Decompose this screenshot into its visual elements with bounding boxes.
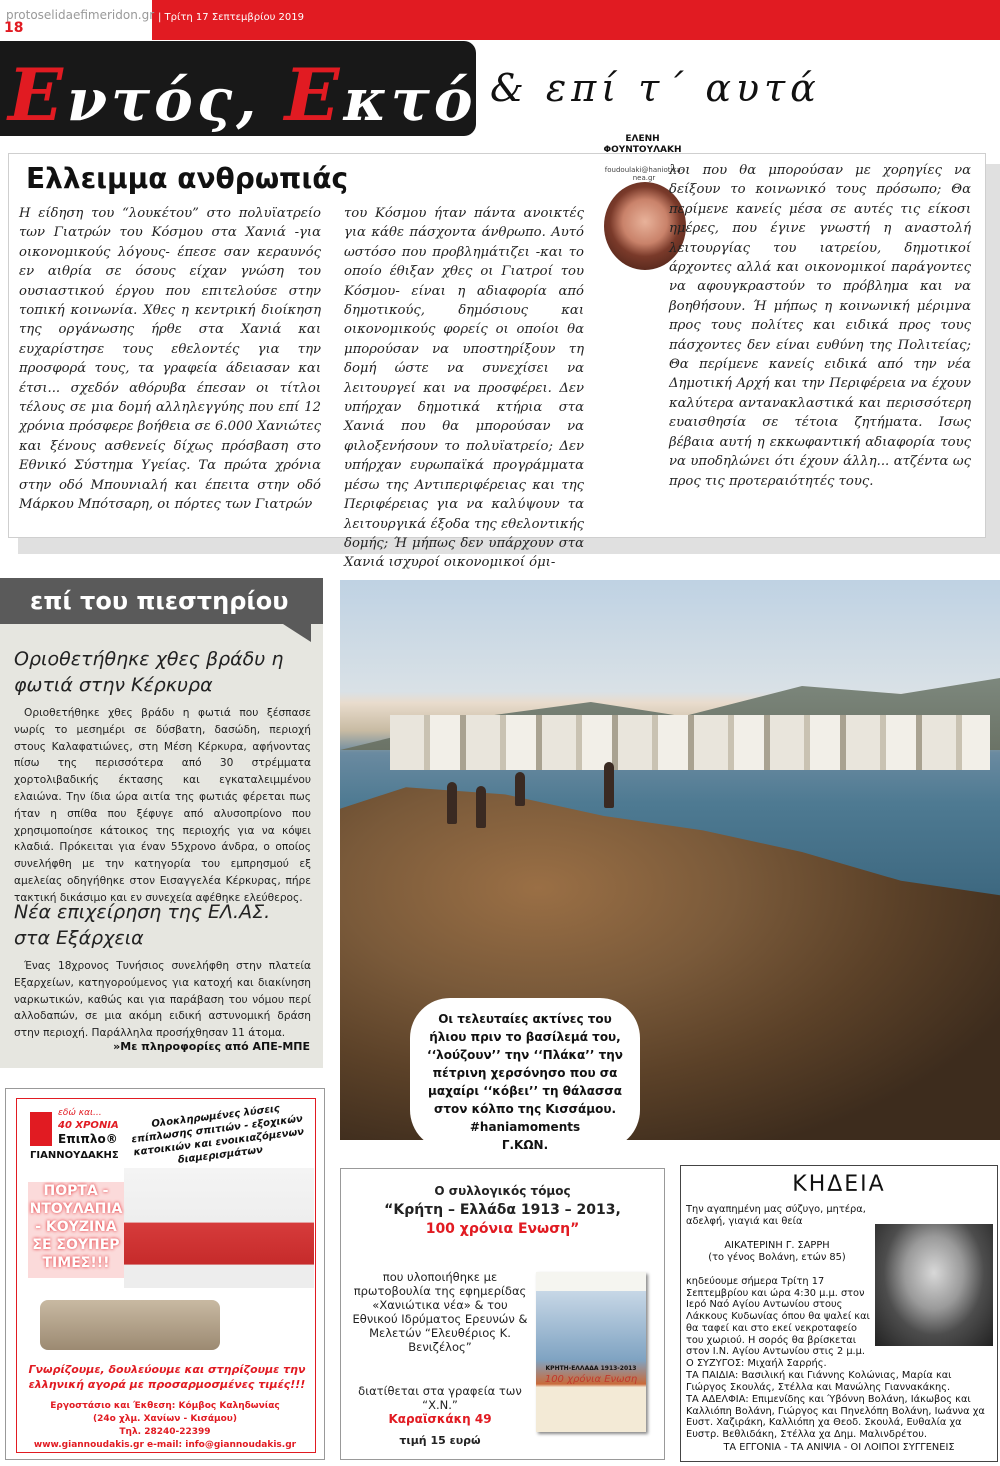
press-story2-title: Νέα επιχείρηση της ΕΛ.ΑΣ. στα Εξάρχεια [14,901,271,949]
column-title: Εντός, Εκτός... [8,52,589,137]
funeral-title: ΚΗΔΕΙΑ [792,1172,886,1197]
deceased-photo [875,1224,993,1346]
ad-name: ΓΙΑΝΝΟΥΔΑΚΗΣ [30,1150,119,1161]
book-street: Καραϊσκάκη 49 [388,1412,492,1426]
press-section-title: επί του πιεστηρίου [30,587,289,615]
photo-caption-bubble [410,998,640,1150]
press-tab-notch [283,624,311,642]
ad-slogan: Γνωρίζουμε, δουλεύουμε και στηρίζουμε την ελληνική αγορά με προσαρμοσμένες τιμές!!! [28,1363,306,1391]
press-story2-text: Ένας 18χρονος Τυνήσιος συνελήφθη στην πλατεία Εξαρχείων, κατηγορούμενος για κατοχή και διακίνηση ναρκωτικών, καθώς και για παράβαση του νόμου περί αλλοδαπών, σε μια ακόμη ειδική αστυνομική δράση στην περιοχή. Παράλληλα προσήχθησαν 11 άτομα. [14,960,311,1040]
photo-hashtag: #haniamoments [469,1120,581,1134]
article-column-3: λοι που θα μπορούσαν με χορηγίες να δείξουν το κοινωνικό τους πρόσωπο; Θα περίμενε κανείς μέσα σε αυτές τις είκοσι ημέρες, που έγινε γνωστή η αναστολή λειτουργίας του ιατρείου, δημοτικοί άρχοντες αλλά και οικονομικοί παράγοντες να αφουγκραστούν το πρόβλημα και να βοηθήσουν. Ή μήπως η κοινωνική μέριμνα προς τους πολίτες και ειδικά προς τους πάσχοντες δεν είναι ευθύνη της Πολιτείας; Θα περίμενε κανείς ειδικά από την νέα Δημοτική Αρχή και την Περιφέρεια να έχουν καλύτερα αντανακλαστικά και περισσότερη ευαισθησία σε τέτοια ζητήματα. Ισως βέβαια αυτή η εκκωφαντική αδιαφορία τους να υποδηλώνει ότι έχουν άλλη... ατζέντα ως προς τις προτεραιότητές τους. [669,163,971,489]
press-source: »Με πληροφορίες από ΑΠΕ-ΜΠΕ [113,1040,310,1053]
book-cover [536,1272,646,1432]
funeral-footer: ΤΑ ΕΓΓΟΝΙΑ - ΤΑ ΑΝΙΨΙΑ - ΟΙ ΛΟΙΠΟΙ ΣΥΓΓΕΝΕΙΣ [723,1442,955,1453]
book-line2: “Κρήτη – Ελλάδα 1913 – 2013, [384,1202,621,1218]
article-column-2: του Κόσμου ήταν πάντα ανοικτές για κάθε πάσχοντα άνθρωπο. Αυτό ωστόσο που προβλημάτιζει -και το οποίο έθιξαν χθες οι Γιατροί του Κόσμου- είναι η αδιαφορία από δημοτικούς, δημόσιους και οικονομικούς φορείς οι οποίοι θα μπορούσαν να υποστηρίξουν τη δομή ώστε να συνεχίσει να λειτουργεί και να προσφέρει. Δεν υπήρχαν δημοτικά κτήρια στα Χανιά που θα μπορούσαν να φιλοξενήσουν το πολυϊατρείο; Δεν υπήρχαν ευρωπαϊκά προγράμματα μέσω της Αντιπεριφέρειας και της Περιφέρειας για να καλύψουν τα λειτουργικά έξοδα της εθελοντικής δομής; Ή μήπως δεν υπάρχουν στα Χανιά ισχυροί οικονομικοί όμι- [344,206,584,571]
column-subtitle: & επί τ΄ αυτά [490,66,821,110]
ad-headline: Ολοκληρωμένες λύσεις επίπλωσης σπιτιών - εξοχικών κατοικιών και ενοικιαζόμενων διαμερισμάτων [130,1103,305,1167]
press-story1-title: Οριοθετήθηκε χθες βράδυ η φωτιά στην Κέρκυρα [14,648,284,696]
article-column-1: Η είδηση του “λουκέτου” στο πολυϊατρείο των Γιατρών του Κόσμου στα Χανιά -για οικονομικούς λόγους- έπεσε σαν κεραυνός εν αιθρία σε όσους είχαν γνώση του ουσιαστικού έργου που επιτελούσε στην τοπική κοινωνία. Χθες η κεντρική διοίκηση της οργάνωσης ήρθε στα Χανιά και ευχαρίστησε τους εθελοντές για την προσφορά τους, τα γραφεία άδειασαν και έτσι... σχεδόν αθόρυβα έπεσαν οι τίτλοι τέλους σε μια δομή αλληλεγγύης που επί 12 χρόνια πρόσφερε βοήθεια σε 6.000 Χανιώτες και ξένους ασθενείς δίχως πρόσβαση στο Εθνικό Σύστημα Υγείας. Τα πρώτα χρόνια στην οδό Μπουνιαλή και έπειτα στην οδό Μάρκου Μπότσαρη, οι πόρτες των Γιατρών [19,206,321,513]
funeral-body: κηδεύουμε σήμερα Τρίτη 17 Σεπτεμβρίου και ώρα 4:30 μ.μ. στον Ιερό Ναό Αγίου Αντωνίου στους Λάκκους Κυδωνίας όπου θα ψαλεί και θα ταφεί και στο εκεί νεκροταφείο του χωριού. Η σορός θα βρίσκεται στον Ι.Ν. Αγίου Αντωνίου στις 2 μ.μ. [686,1276,870,1358]
funeral-spouse: Ο ΣΥΖΥΓΟΣ: Μιχαήλ Σαρρής. [686,1358,827,1369]
funeral-siblings: ΤΑ ΑΔΕΛΦΙΑ: Επιμενίδης και Ύβόννη Βολάνη, Ιάκωβος και Καλλιόπη Βολάνη, Γιώργος και Πηνελόπη Βολάνη, Ιωάννα χα Ευστ. Χαζιράκη, Καλλιόπη χα Θεοδ. Σκουλά, Ευθαλία χα Ευστρ. Βεθλιδάκη, Στέλλα χα Δημ. Μαλινδρέτου. [686,1394,985,1441]
issue-date: | Τρίτη 17 Σεπτεμβρίου 2019 [158,12,305,23]
ad-products: ΠΟΡΤΑ - ΝΤΟΥΛΑΠΙΑ - ΚΟΥΖΙΝΑ ΣΕ ΣΟΥΠΕΡ ΤΙΜΕΣ!!! [28,1182,124,1278]
photo-person [604,762,614,808]
photo-town [390,715,990,770]
book-line3: 100 χρόνια Ενωση” [425,1221,580,1237]
funeral-intro: Την αγαπημένη μας σύζυγο, μητέρα, αδελφή, γιαγιά και θεία [686,1204,866,1227]
photo-caption: Οι τελευταίες ακτίνες του ήλιου πριν το βασίλεμά του, ‘‘λούζουν’’ την ‘‘Πλάκα’’ την πέτρινη χερσόνησο που σα μαχαίρι ‘‘κόβει’’ τη θάλασσα στον κόλπο της Κισσάμου. [427,1012,623,1116]
ad-years: 40 ΧΡΟΝΙΑ [58,1120,119,1131]
ad-tag: εδώ και... [58,1108,102,1118]
photo-person [515,772,525,806]
book-line1: Ο συλλογικός τόμος [434,1184,571,1198]
book-cover-subtitle: 100 χρόνια Ενωση [544,1374,638,1385]
ad-brand: Επιπλο® [58,1132,118,1146]
funeral-maiden: (το γένος Βολάνη, ετών 85) [708,1252,846,1263]
photo-credit: Γ.ΚΩΝ. [501,1138,549,1152]
author-email: foudoulaki@haniotika-nea.gr [604,166,684,182]
site-watermark: protoselidaefimeridon.gr [6,8,155,22]
author-name: ΕΛΕΝΗ ΦΟΥΝΤΟΥΛΑΚΗ [603,134,682,155]
sofa-image [40,1300,220,1350]
ad-address: Εργοστάσιο και Έκθεση: Κόμβος Καληδωνίας (24ο χλμ. Χανίων - Κισάμου) Τηλ. 28240-22399 www.giannoudakis.gr e-mail: info@giannoudakis.gr [33,1401,297,1450]
brand-logo-icon [30,1112,52,1146]
photo-person [447,782,457,824]
book-body: που υλοποιήθηκε με πρωτοβουλία της εφημερίδας «Χανιώτικα νέα» & του Εθνικού Ιδρύματος Ερευνών & Μελετών “Ελευθέριος Κ. Βενιζέλος” [352,1270,528,1354]
press-story1-text: Οριοθετήθηκε χθες βράδυ η φωτιά που ξέσπασε νωρίς το μεσημέρι σε δύσβατη, δασώδη, περιοχή στους Καλαφατιώνες, στη Μέση Κέρκυρα, αφήνοντας πίσω της περισσότερα από 30 στρέμματα χορτολιβαδικής έκτασης και εγκαταλειμμένου ελαιώνα. Την ίδια ώρα αιτία της φωτιάς φέρεται πως ήταν η σπίθα που ξέφυγε από αλυσοπρίονο που χρησιμοποίησε κάτοικος της περιοχής για να κόψει κλαδιά. Πρόκειται για έναν 55χρονο άνδρα, ο οποίος συνελήφθη με την κατηγορία του εμπρησμού εξ αμελείας οδηγήθηκε στον Εισαγγελέα Κέρκυρας, πήρε τακτική δικάσιμο και εν συνεχεία αφέθηκε ελεύθερος. [14,707,311,904]
funeral-name: ΑΙΚΑΤΕΡΙΝΗ Γ. ΣΑΡΡΗ [724,1240,830,1251]
book-cover-title: ΚΡΗΤΗ-ΕΛΛΑΔΑ 1913-2013 [545,1365,637,1372]
book-availability: διατίθεται στα γραφεία των “Χ.Ν.” [358,1384,522,1412]
page-number: 18 [4,20,24,36]
photo-person [476,786,486,828]
book-price: τιμή 15 ευρώ [399,1434,481,1447]
article-title: Ελλειμμα ανθρωπιάς [26,162,349,195]
kitchen-image [124,1168,314,1288]
funeral-children: ΤΑ ΠΑΙΔΙΑ: Βασιλική και Γιάννης Κολώνιας, Μαρία και Γιώργος Σκουλάς, Στέλλα και Μανώλης Γιαννακάκης. [686,1370,952,1393]
